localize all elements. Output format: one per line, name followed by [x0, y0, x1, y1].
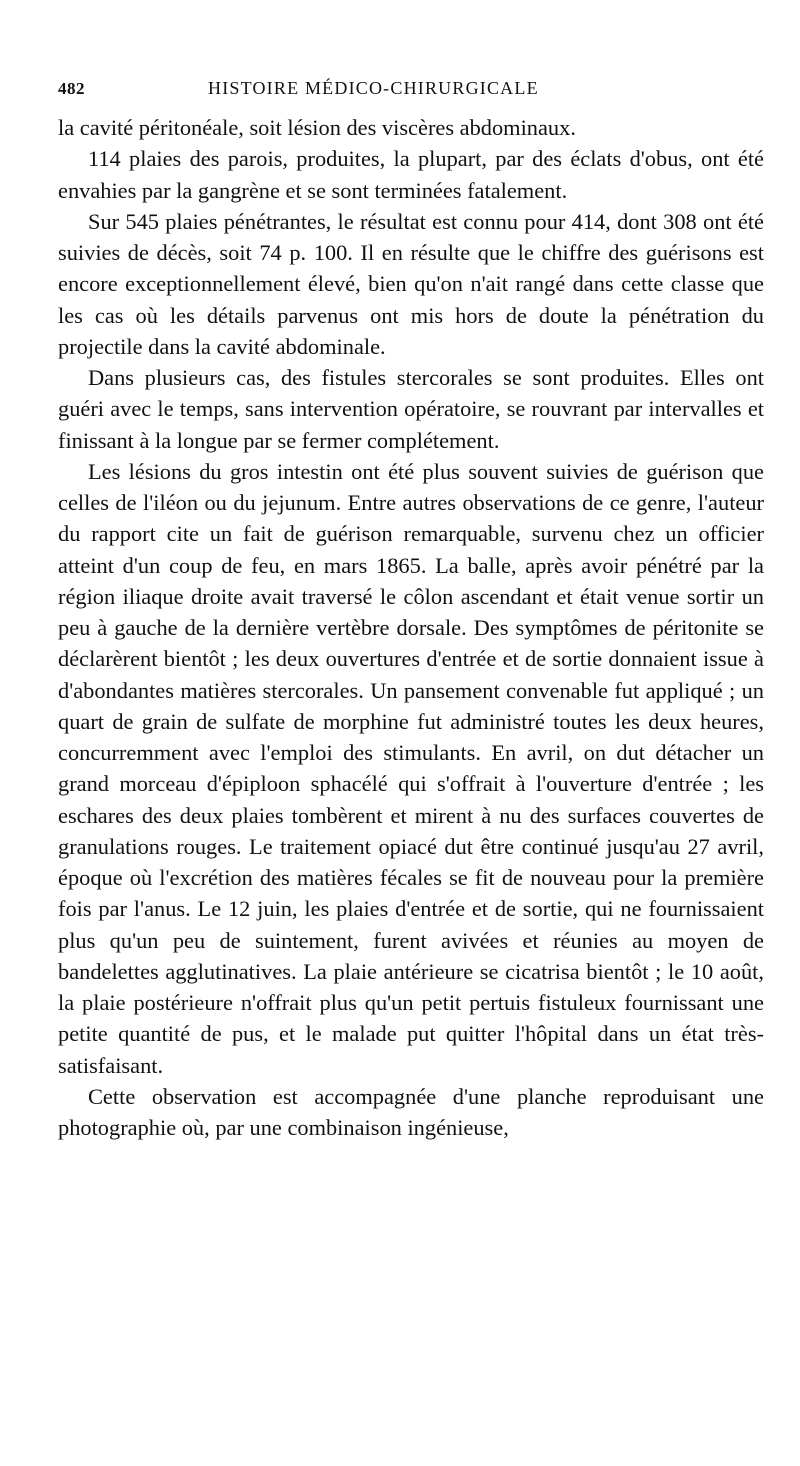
paragraph-photograph-plate: Cette observation est accompagnée d'une planche reproduisant une photographie où, par une combinaison ingénieuse, [58, 1083, 764, 1140]
paragraph-continuation: la cavité péritonéale, soit lésion des viscères abdominaux. [58, 115, 576, 140]
paragraph-large-intestine-case: Les lésions du gros intestin ont été plus souvent suivies de guérison que celles de l'iléon ou du jejunum. Entre autres observations de ce genre, l'auteur du rapport cite un fait de guérison remarquable, survenu chez un officier atteint d'un coup de feu, en mars 1865. La balle, après avoir pénétré par la région iliaque droite avait traversé le côlon ascendant et était venue sortir un peu à gauche de la dernière vertèbre dorsale. Des symptômes de péritonite se déclarèrent bientôt ; les deux ouvertures d'entrée et de sortie donnaient issue à d'abondantes matières stercorales. Un pansement convenable fut appliqué ; un quart de grain de sulfate de morphine fut administré toutes les deux heures, concurremment avec l'emploi des stimulants. En avril, on dut détacher un grand morceau d'épiploon sphacélé qui s'offrait à l'ouverture d'entrée ; les eschares des deux plaies tombèrent et mirent à nu des surfaces couvertes de granulations rouges. Le traitement opiacé dut être continué jusqu'au 27 avril, époque où l'excrétion des matières fécales se fit de nouveau pour la première fois par l'anus. Le 12 juin, les plaies d'entrée et de sortie, qui ne fournissaient plus qu'un peu de suintement, furent avivées et réunies au moyen de bandelettes agglutinatives. La plaie antérieure se cicatrisa bientôt ; le 10 août, la plaie postérieure n'offrait plus qu'un petit pertuis fistuleux fournissant une petite quantité de pus, et le malade put quitter l'hôpital dans un état très-satisfaisant. [58, 458, 764, 1078]
paragraph-stercoral-fistulas: Dans plusieurs cas, des fistules stercorales se sont produites. Elles ont guéri avec le temps, sans intervention opératoire, se rouvrant par intervalles et finissant à la longue par se fermer complétement. [58, 365, 764, 453]
running-title: HISTOIRE MÉDICO-CHIRURGICALE [208, 78, 539, 98]
body-text [58, 112, 764, 1143]
paragraph-penetrating-wounds: Sur 545 plaies pénétrantes, le résultat est connu pour 414, dont 308 ont été suivies de décès, soit 74 p. 100. Il en résulte que le chiffre des guérisons est encore exceptionnellement élevé, bien qu'on n'ait rangé dans cette classe que les cas où les détails parvenus ont mis hors de doute la pénétration du projectile dans la cavité abdominale. [58, 208, 764, 359]
paragraph-parietal-wounds: 114 plaies des parois, produites, la plupart, par des éclats d'obus, ont été envahies par la gangrène et se sont terminées fatalement. [58, 146, 764, 203]
running-header [58, 78, 764, 112]
page-number: 482 [58, 79, 85, 98]
book-page [58, 78, 764, 1143]
